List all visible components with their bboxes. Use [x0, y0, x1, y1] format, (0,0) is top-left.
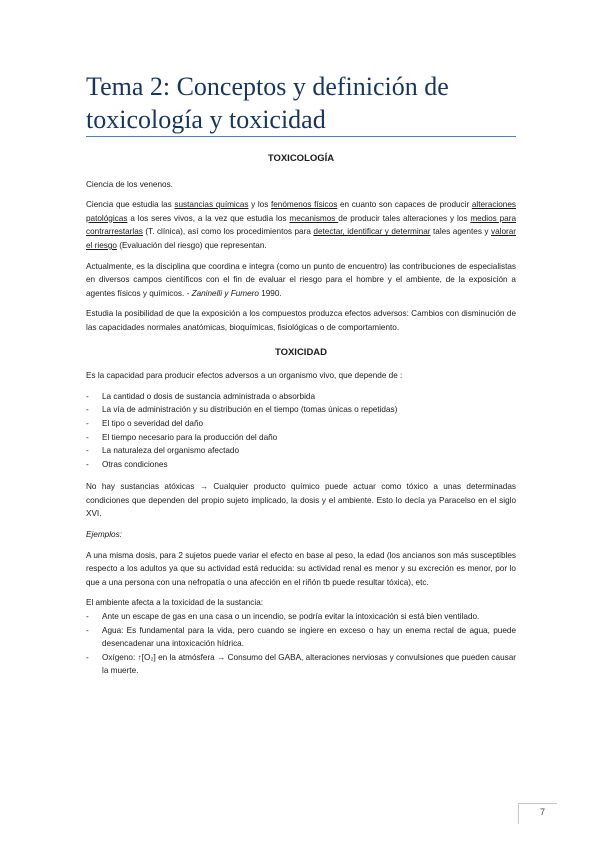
list-item: - El tipo o severidad del daño: [86, 417, 516, 431]
list-item: - La vía de administración y su distribución en el tiempo (tomas únicas o repetidas): [86, 403, 516, 417]
page-content: [86, 152, 516, 687]
paragraph-no-atoxic: No hay sustancias atóxicas → Cualquier producto químico puede actuar como tóxico a unas determinadas condiciones que dependen del propio sujeto implicado, la dosis y el ambiente. Esto lo decía ya Paracelso en el siglo XVI.: [86, 482, 516, 519]
list-item: - Ante un escape de gas en una casa o un incendio, se podría evitar la intoxicación si está bien ventilado.: [86, 610, 516, 624]
chapter-title: Tema 2: Conceptos y definición de toxicología y toxicidad: [86, 72, 449, 134]
underlined-term: valorar el riesgo: [86, 227, 517, 250]
paragraph-definition-short: Ciencia de los venenos.: [86, 179, 173, 189]
list-item: - Oxígeno: ↑[O₂] en la atmósfera → Consumo del GABA, alteraciones nerviosas y convulsiones que pueden causar la muerte.: [86, 651, 516, 678]
paragraph-adverse-effects: Estudia la posibilidad de que la exposición a los compuestos produzca efectos adversos: Cambios con disminución de las capacidades normales anatómicas, bioquímicas, fisiológicas o de comportamiento.: [86, 309, 516, 332]
text-run: tales agentes y: [430, 227, 491, 237]
text-run: (Evaluación del riesgo) que representan.: [116, 240, 267, 250]
section-heading-toxicidad: TOXICIDAD: [274, 346, 328, 358]
page-number-box: [518, 803, 557, 824]
list-item: - La naturaleza del organismo afectado: [86, 444, 516, 458]
citation-authors: Zaninelli y Fumero: [191, 288, 259, 298]
text-run: Ciencia que estudia las: [86, 200, 175, 210]
page-number: 7: [539, 807, 545, 817]
underlined-term: alteraciones patológicas: [86, 200, 516, 223]
paragraph-definition-long: [86, 198, 516, 252]
text-run: en cuanto son capaces de producir: [337, 200, 472, 210]
citation-year: 1990.: [258, 288, 282, 298]
list-item: - El tiempo necesario para la producción del daño: [86, 431, 516, 445]
underlined-term: fenómenos físicos: [270, 200, 338, 210]
paragraph-discipline: [86, 260, 516, 301]
list-item: - Otras condiciones: [86, 458, 516, 472]
toxicity-factors-list: [86, 390, 516, 472]
paragraph-environment-intro: El ambiente afecta a la toxicidad de la sustancia:: [86, 598, 264, 608]
list-item: - Agua: Es fundamental para la vida, pero cuando se ingiere en exceso o hay un enema rectal de agua, puede desencadenar una intoxicación hídrica.: [86, 624, 516, 651]
section-heading-toxicologia: TOXICOLOGÍA: [267, 153, 335, 164]
text-run: Actualmente, es la disciplina que coordina e integra (como un punto de encuentro) las contribuciones de especialistas en diversos campos científicos con el fin de evaluar el riesgo para el hombre y el ambiente, de la exposición a agentes físicos y químicos. -: [86, 261, 516, 298]
text-run: a los seres vivos, a la vez que estudia los: [127, 213, 290, 223]
text-run: de producir tales alteraciones y los: [338, 213, 471, 223]
list-item: - La cantidad o dosis de sustancia administrada o absorbida: [86, 390, 516, 404]
environment-list: [86, 610, 516, 678]
text-run: (T. clínica), así como los procedimientos para: [142, 227, 314, 237]
title-divider: [86, 136, 516, 137]
examples-label: Ejemplos:: [86, 530, 122, 540]
text-run: y los: [248, 200, 271, 210]
underlined-term: sustancias químicas: [174, 200, 249, 210]
underlined-term: mecanismos: [289, 213, 339, 223]
underlined-term: medios para contrarrestarlas: [86, 213, 517, 237]
paragraph-toxicity-definition: Es la capacidad para producir efectos adversos a un organismo vivo, que depende de :: [86, 371, 403, 381]
paragraph-example-dose: A una misma dosis, para 2 sujetos puede variar el efecto en base al peso, la edad (los ancianos son más susceptibles respecto a los adultos ya que su actividad está reducida: su actividad renal es menor y su excreción es menor, por lo que a una persona con una nefropatía o una afección en el riñón tb puede resultar tóxica), etc.: [86, 550, 516, 587]
underlined-term: detectar, identificar y determinar: [313, 227, 431, 237]
